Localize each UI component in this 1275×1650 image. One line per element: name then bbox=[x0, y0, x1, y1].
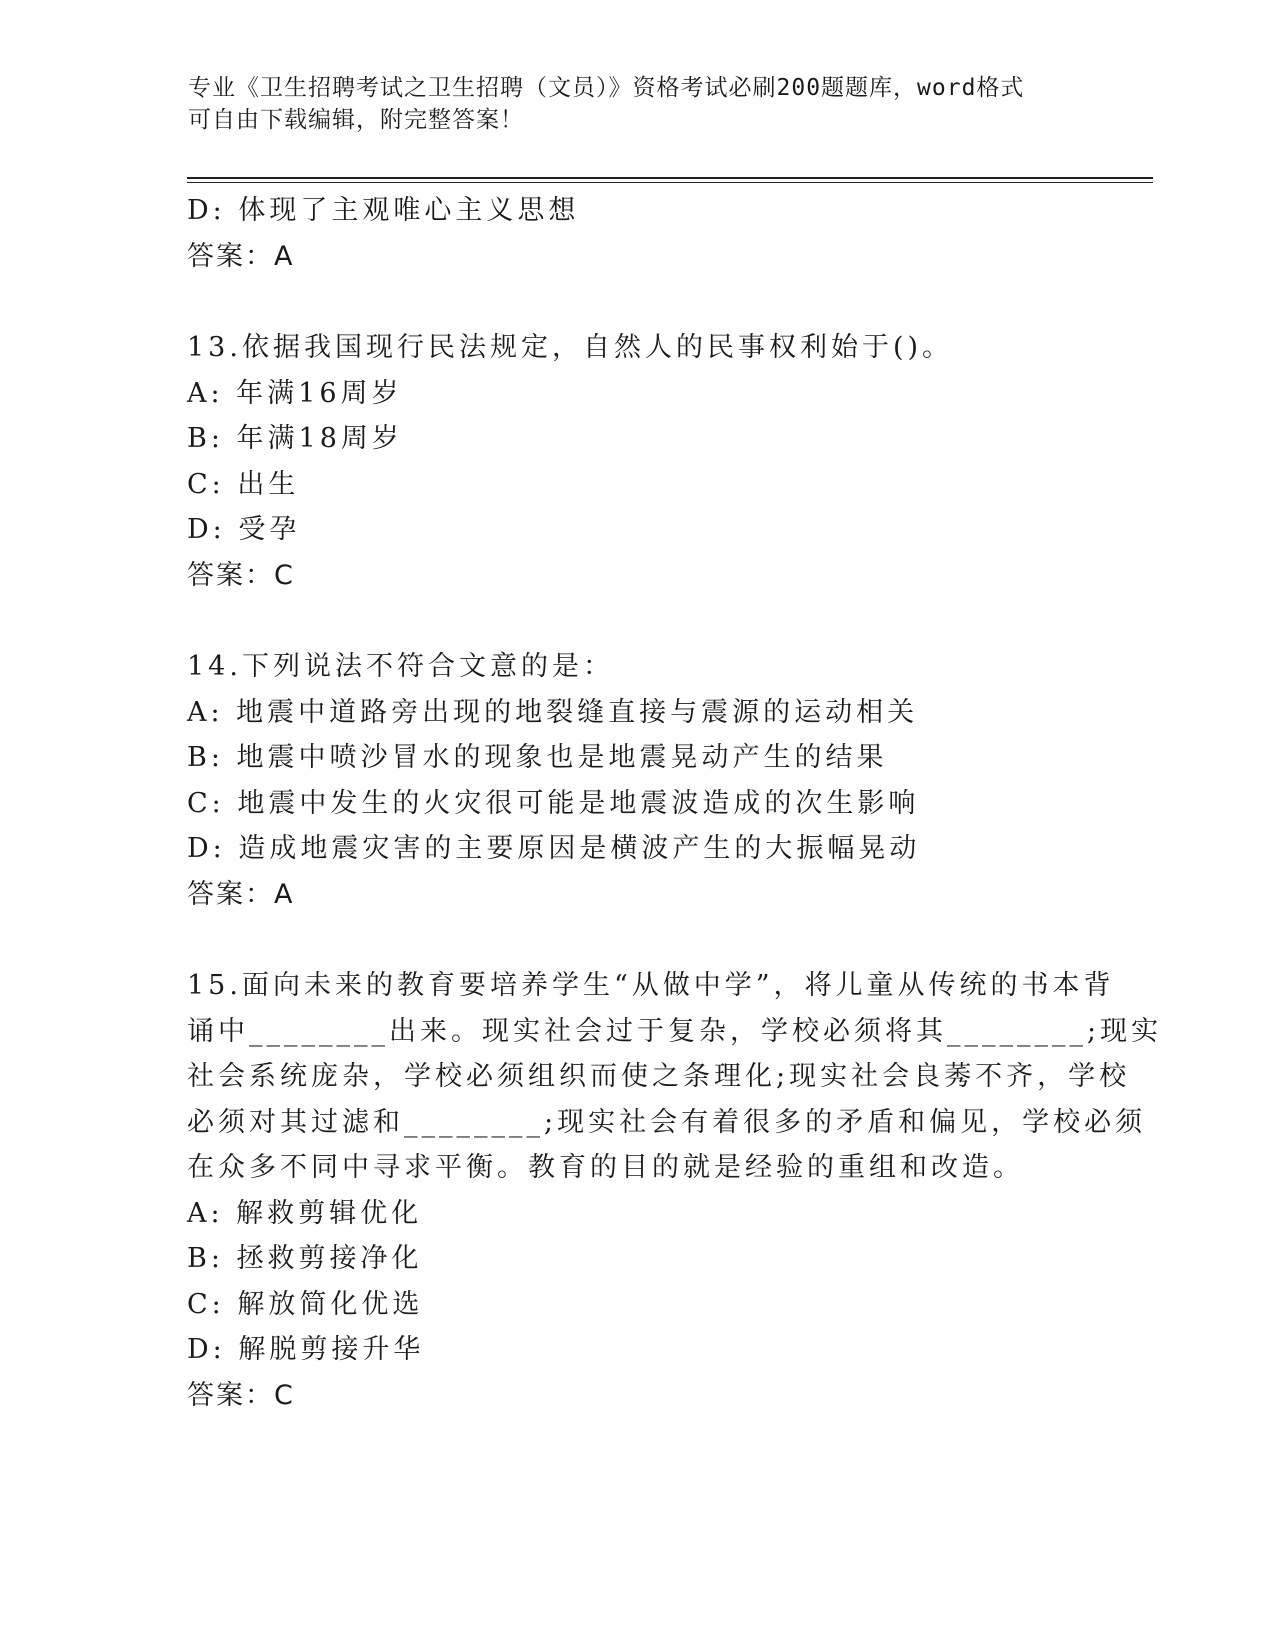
q15-option-a: A: 解救剪辑优化 bbox=[187, 1197, 423, 1229]
q15-stem-line-5: 在众多不同中寻求平衡。教育的目的就是经验的重组和改造。 bbox=[187, 1152, 1024, 1183]
q13-option-d: D: 受孕 bbox=[187, 514, 301, 545]
q15-option-c: C: 解放简化优选 bbox=[187, 1288, 424, 1320]
header-rule-thin bbox=[187, 182, 1153, 183]
spacer bbox=[187, 598, 1087, 644]
prev-option-d: D: 体现了主观唯心主义思想 bbox=[187, 195, 580, 226]
q15-stem-line-1: 15.面向未来的教育要培养学生“从做中学”，将儿童从传统的书本背 bbox=[187, 970, 1115, 1001]
q15-stem-line-2: 诵中________出来。现实社会过于复杂，学校必须将其________;现实 bbox=[187, 1015, 1163, 1047]
spacer bbox=[187, 279, 1087, 325]
q14-stem: 14.下列说法不符合文意的是： bbox=[187, 651, 614, 682]
q14-option-d: D: 造成地震灾害的主要原因是横波产生的大振幅晃动 bbox=[187, 833, 921, 864]
q15-stem-line-4: 必须对其过滤和________;现实社会有着很多的矛盾和偏见，学校必须 bbox=[187, 1106, 1147, 1138]
q14-option-a: A: 地震中道路旁出现的地裂缝直接与震源的运动相关 bbox=[187, 696, 919, 728]
question-content bbox=[187, 188, 1163, 1418]
prev-answer: 答案：A bbox=[187, 240, 295, 272]
q13-stem: 13.依据我国现行民法规定，自然人的民事权利始于()。 bbox=[187, 332, 954, 363]
q14-option-c: C: 地震中发生的火灾很可能是地震波造成的次生影响 bbox=[187, 787, 920, 819]
header-line-2: 可自由下载编辑，附完整答案！ bbox=[188, 107, 524, 133]
q15-stem-line-3: 社会系统庞杂，学校必须组织而使之条理化;现实社会良莠不齐，学校 bbox=[187, 1061, 1131, 1092]
q13-option-a: A: 年满16周岁 bbox=[187, 377, 403, 409]
q15-option-b: B: 拯救剪接净化 bbox=[187, 1243, 423, 1274]
q13-answer: 答案：C bbox=[187, 559, 295, 591]
q14-answer: 答案：A bbox=[187, 878, 295, 910]
q15-answer: 答案：C bbox=[187, 1379, 295, 1411]
question-15 bbox=[187, 963, 1163, 1418]
header-rule-thick bbox=[187, 177, 1153, 179]
question-14 bbox=[187, 644, 1087, 917]
question-13 bbox=[187, 325, 1087, 598]
q13-option-b: B: 年满18周岁 bbox=[187, 423, 403, 454]
header-line-1: 专业《卫生招聘考试之卫生招聘（文员）》资格考试必刷200题题库，word格式 bbox=[188, 75, 1025, 101]
q14-option-b: B: 地震中喷沙冒水的现象也是地震晃动产生的结果 bbox=[187, 742, 888, 773]
document-header bbox=[188, 72, 1068, 136]
q13-option-c: C: 出生 bbox=[187, 468, 300, 500]
q15-option-d: D: 解脱剪接升华 bbox=[187, 1334, 425, 1365]
spacer bbox=[187, 917, 1087, 963]
